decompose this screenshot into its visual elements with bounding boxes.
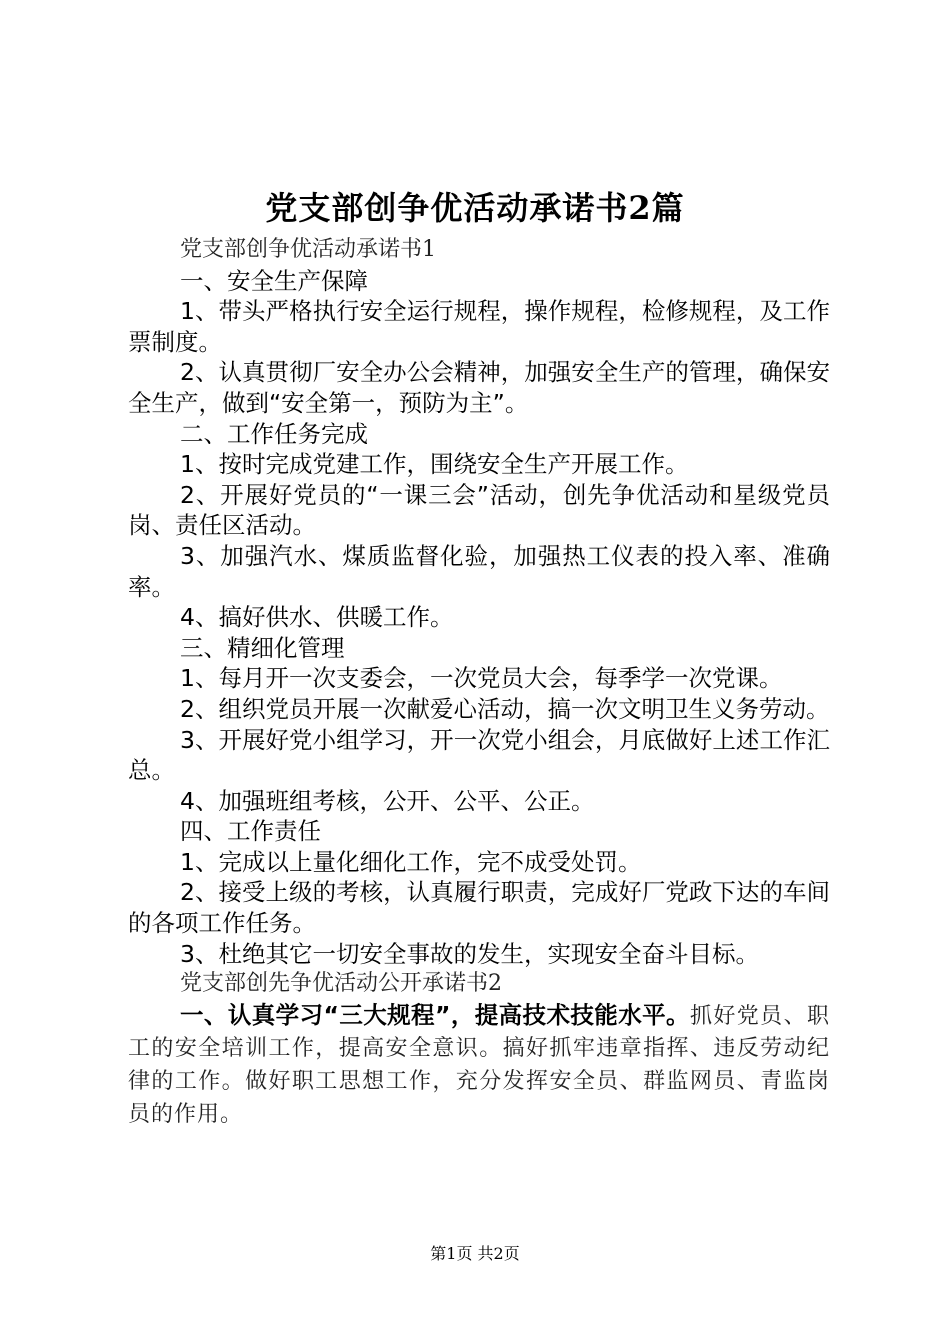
paragraph: 2、开展好党员的“一课三会”活动，创先争优活动和星级党员岗、责任区活动。 bbox=[128, 480, 830, 540]
paragraph: 4、加强班组考核，公开、公平、公正。 bbox=[180, 786, 595, 815]
paragraph: 1、按时完成党建工作，围绕安全生产开展工作。 bbox=[180, 450, 689, 479]
section-heading-2: 党支部创先争优活动公开承诺书2 bbox=[180, 971, 502, 997]
document-body bbox=[128, 235, 830, 1130]
paragraph: 一、安全生产保障 bbox=[180, 266, 368, 295]
paragraph: 四、工作责任 bbox=[180, 817, 321, 846]
paragraph-lead: 一、认真学习“三大规程”，提高技术技能水平。 bbox=[180, 1000, 690, 1029]
paragraph: 4、搞好供水、供暖工作。 bbox=[180, 603, 454, 632]
paragraph: 2、接受上级的考核，认真履行职责，完成好厂党政下达的车间的各项工作任务。 bbox=[128, 878, 830, 938]
paragraph: 2、认真贯彻厂安全办公会精神，加强安全生产的管理，确保安全生产，做到“安全第一，预防为主”。 bbox=[128, 358, 830, 417]
section-heading-1: 党支部创争优活动承诺书1 bbox=[180, 237, 436, 262]
paragraph: 3、加强汽水、煤质监督化验，加强热工仪表的投入率、准确率。 bbox=[128, 541, 830, 601]
paragraph: 三、精细化管理 bbox=[180, 633, 345, 662]
paragraph: 1、完成以上量化细化工作，完不成受处罚。 bbox=[180, 847, 642, 876]
paragraph: 3、开展好党小组学习，开一次党小组会，月底做好上述工作汇总。 bbox=[128, 725, 830, 785]
page-footer: 第1页 共2页 bbox=[430, 1244, 520, 1263]
mixed-paragraph bbox=[128, 1000, 830, 1130]
paragraph: 1、带头严格执行安全运行规程，操作规程，检修规程，及工作票制度。 bbox=[128, 297, 830, 356]
paragraph: 二、工作任务完成 bbox=[180, 419, 368, 448]
paragraph: 3、杜绝其它一切安全事故的发生，实现安全奋斗目标。 bbox=[180, 939, 759, 968]
paragraph: 1、每月开一次支委会，一次党员大会，每季学一次党课。 bbox=[180, 664, 783, 693]
paragraph-rest: 抓好党员、职工的安全培训工作，提高安全意识。搞好抓牢违章指挥、违反劳动纪律的工作。做好职工思想工作，充分发挥安全员、群监网员、青监岗员的作用。 bbox=[128, 1003, 830, 1127]
document-title: 党支部创争优活动承诺书2篇 bbox=[265, 189, 685, 227]
paragraph: 2、组织党员开展一次献爱心活动，搞一次文明卫生义务劳动。 bbox=[180, 694, 830, 723]
